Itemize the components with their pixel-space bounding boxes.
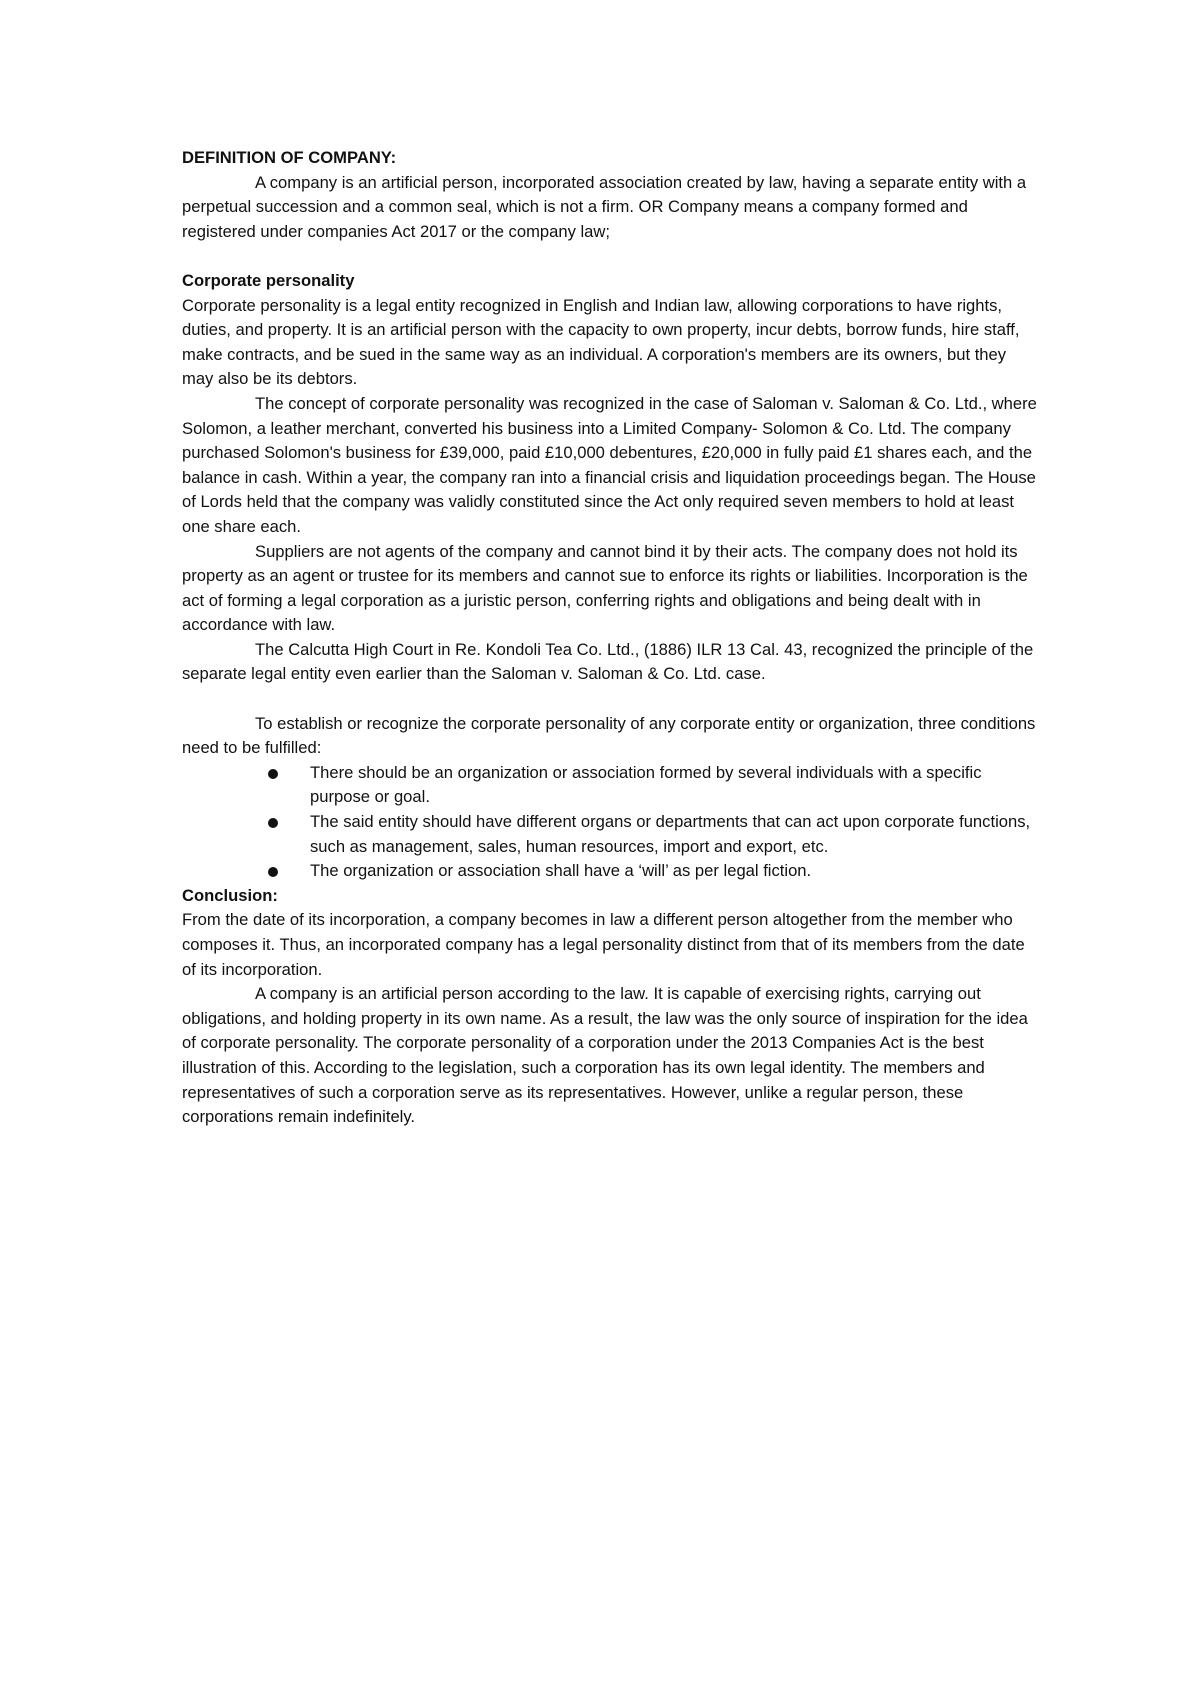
corporate-paragraph-2: The concept of corporate personality was recognized in the case of Saloman v. Saloman & Co. Ltd., where Solomon, a leather merchant, converted his business into a Limited Company- Solomon & Co. Ltd. The company purchased Solomon's business for £39,000, paid £10,000 debentures, £20,000 in fully paid £1 shares each, and the balance in cash. Within a year, the company ran into a financial crisis and liquidation proceedings began. The House of Lords held that the company was validly constituted since the Act only required seven members to hold at least one share each. [182, 393, 1037, 536]
bullet-icon [268, 867, 278, 877]
bullet-icon [268, 818, 278, 828]
list-item-text: The organization or association shall have a ‘will’ as per legal fiction. [310, 861, 812, 881]
document-body [182, 146, 1037, 1130]
list-item [182, 859, 1037, 884]
heading-corporate-personality: Corporate personality [182, 270, 355, 290]
bullet-icon [268, 769, 278, 779]
list-item [182, 761, 1037, 810]
corporate-paragraph-3: Suppliers are not agents of the company and cannot bind it by their acts. The company does not hold its property as an agent or trustee for its members and cannot sue to enforce its rights or liabilities. Incorporation is the act of forming a legal corporation as a juristic person, conferring rights and obligations and being dealt with in accordance with law. [182, 541, 1028, 635]
corporate-paragraph-4: The Calcutta High Court in Re. Kondoli Tea Co. Ltd., (1886) ILR 13 Cal. 43, recognized the principle of the separate legal entity even earlier than the Saloman v. Saloman & Co. Ltd. case. [182, 639, 1034, 684]
corporate-paragraph-1: Corporate personality is a legal entity recognized in English and Indian law, allowing corporations to have rights, duties, and property. It is an artificial person with the capacity to own property, incur debts, borrow funds, hire staff, make contracts, and be sued in the same way as an individual. A corporation's members are its owners, but they may also be its debtors. [182, 295, 1020, 389]
conditions-intro: To establish or recognize the corporate personality of any corporate entity or organization, three conditions need to be fulfilled: [182, 713, 1036, 758]
list-item-text: There should be an organization or association formed by several individuals with a specific purpose or goal. [310, 762, 982, 807]
conclusion-paragraph-2: A company is an artificial person according to the law. It is capable of exercising rights, carrying out obligations, and holding property in its own name. As a result, the law was the only source of inspiration for the idea of corporate personality. The corporate personality of a corporation under the 2013 Companies Act is the best illustration of this. According to the legislation, such a corporation has its own legal identity. The members and representatives of such a corporation serve as its representatives. However, unlike a regular person, these corporations remain indefinitely. [182, 984, 1028, 1127]
spacer [182, 244, 1037, 269]
heading-definition: DEFINITION OF COMPANY: [182, 148, 397, 167]
heading-conclusion: Conclusion: [182, 885, 278, 905]
conclusion-paragraph-1: From the date of its incorporation, a company becomes in law a different person altogether from the member who composes it. Thus, an incorporated company has a legal personality distinct from that of its members from the date of its incorporation. [182, 910, 1025, 979]
definition-paragraph: A company is an artificial person, incorporated association created by law, having a separate entity with a perpetual succession and a common seal, which is not a firm. OR Company means a company formed and registered under companies Act 2017 or the company law; [182, 172, 1027, 241]
spacer [182, 687, 1037, 712]
list-item [182, 810, 1037, 859]
conditions-list [182, 761, 1037, 884]
list-item-text: The said entity should have different organs or departments that can act upon corporate functions, such as management, sales, human resources, import and export, etc. [310, 812, 1031, 856]
